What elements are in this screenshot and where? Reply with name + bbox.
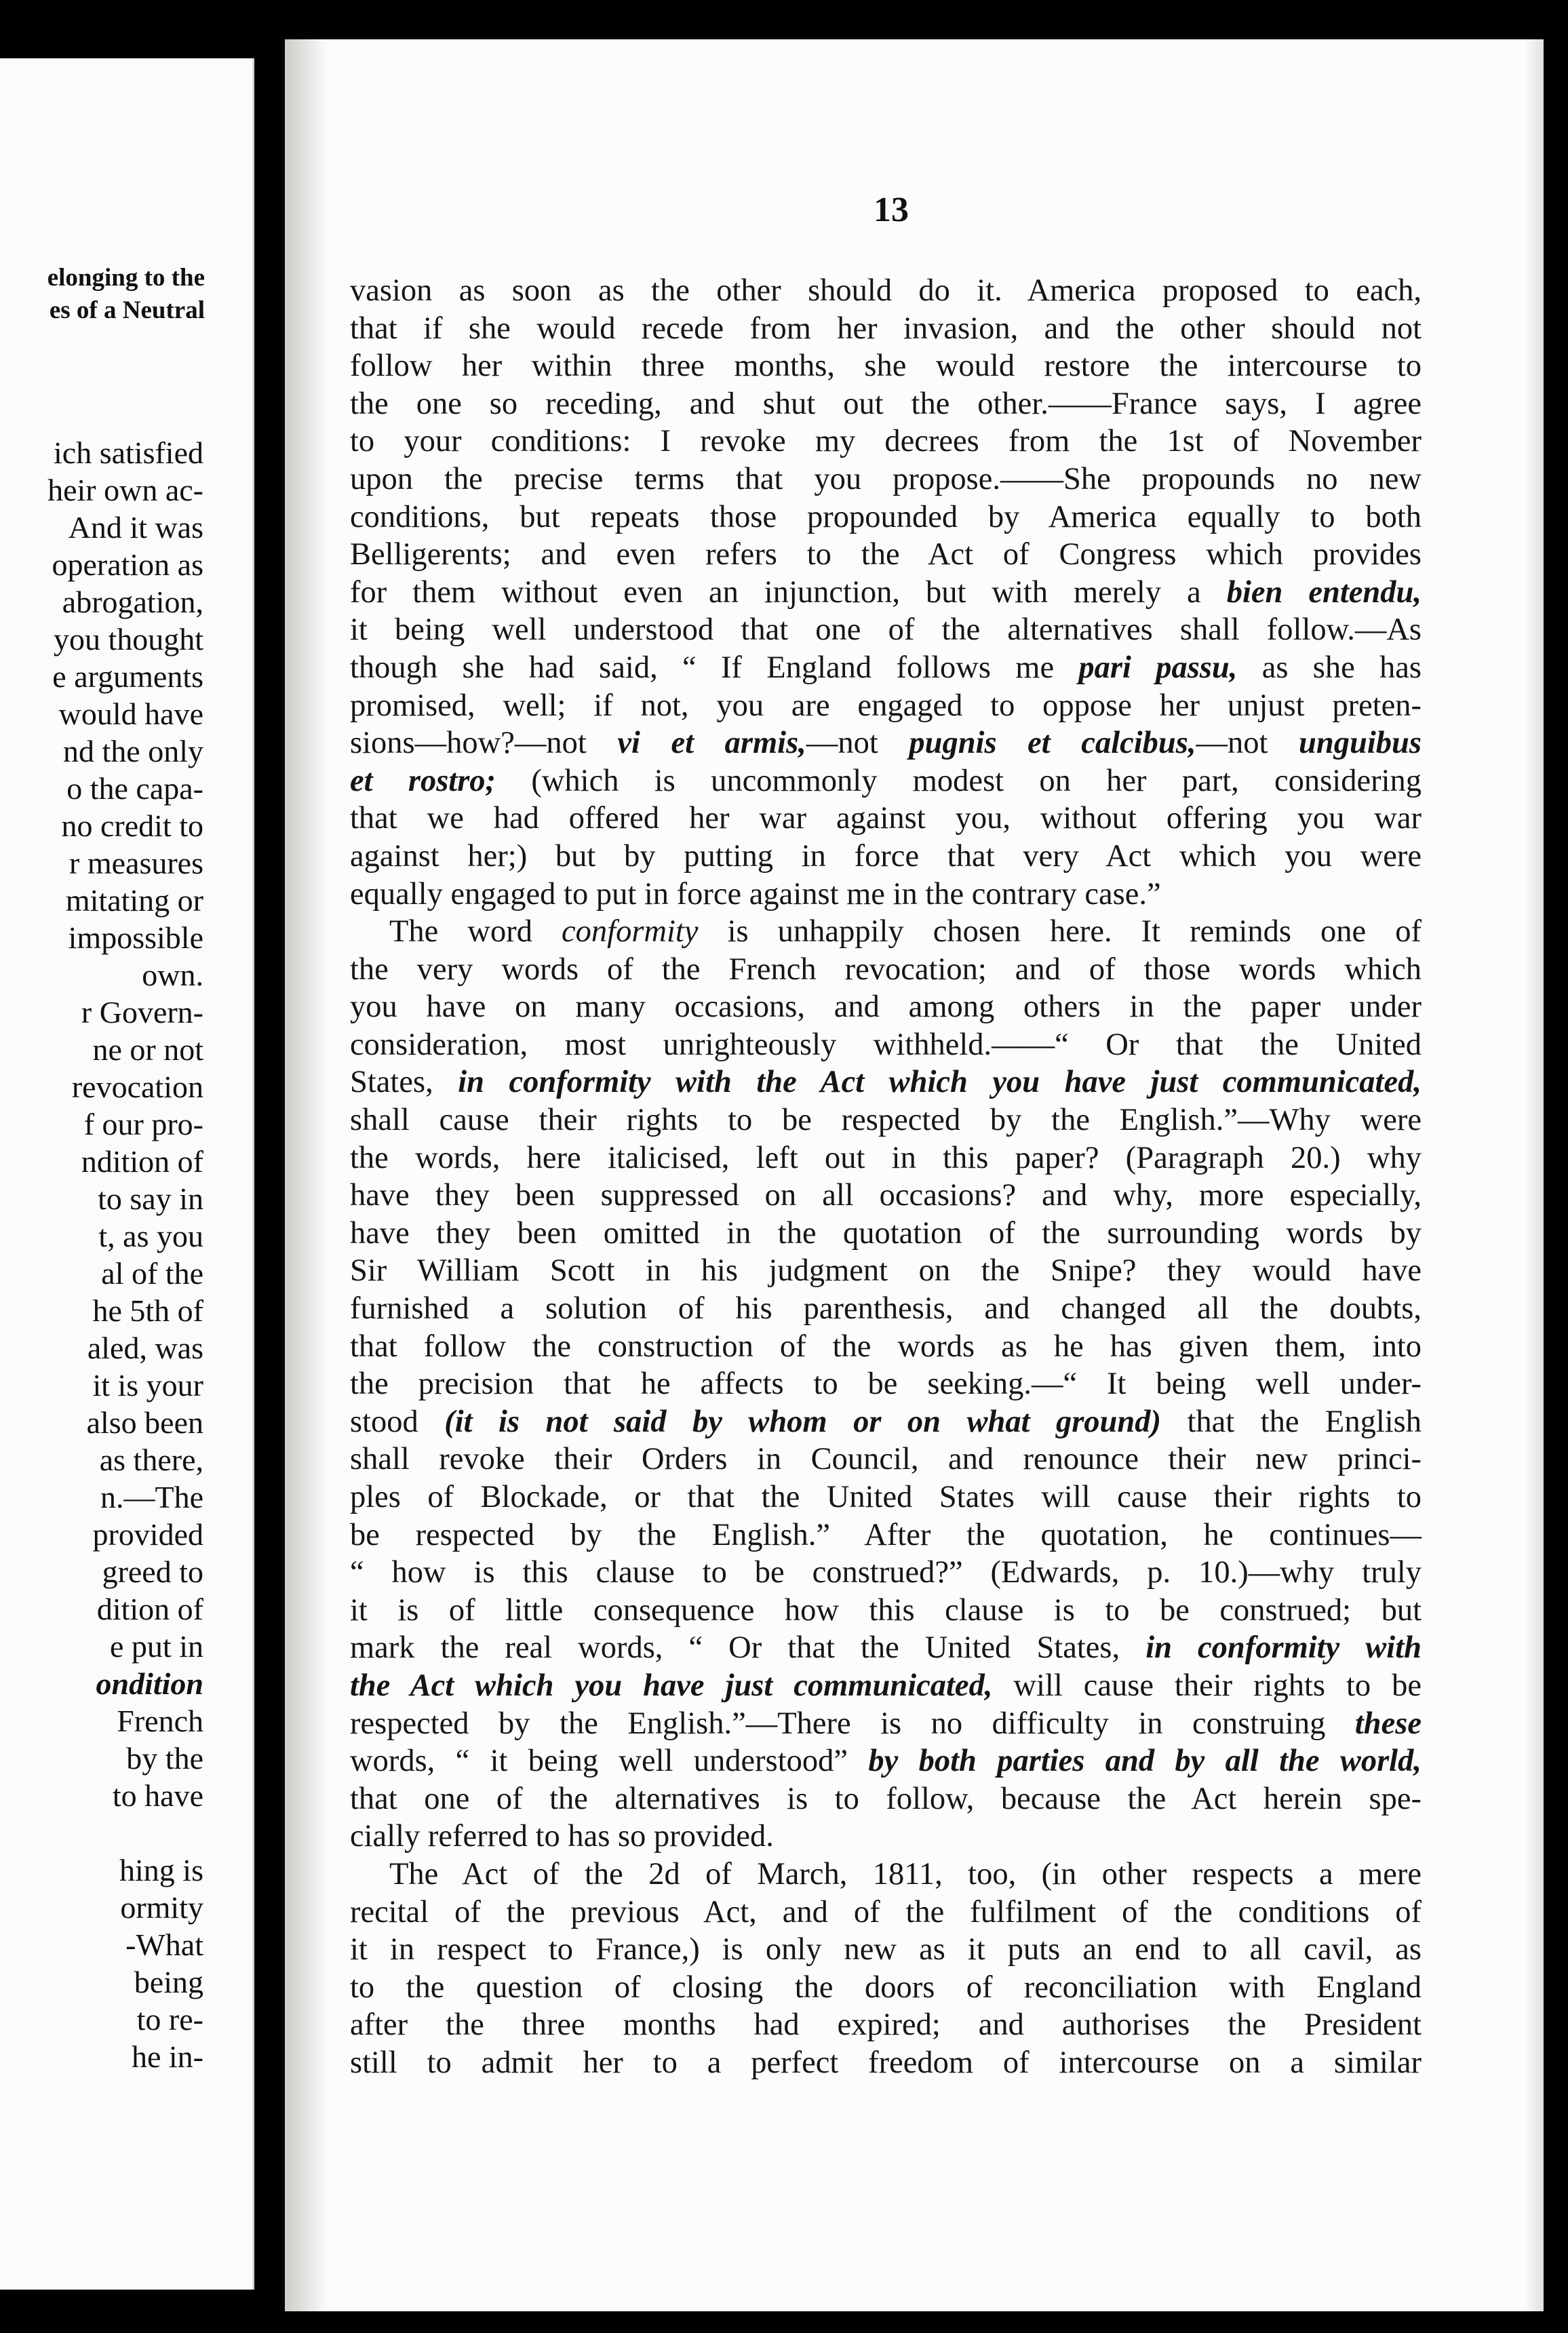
text-run: as she has [1237, 650, 1422, 685]
text-line: consideration, most unrighteously withheld.——“ Or that the United [350, 1027, 1422, 1062]
text-line [350, 1667, 1422, 1705]
text-line: the words, here italicised, left out in this paper? (Paragraph 20.) why [350, 1140, 1422, 1175]
text-line [350, 1629, 1422, 1667]
text-run: States, [350, 1065, 458, 1100]
emphasis-run: in conformity with the Act which you have just communicated, [458, 1065, 1422, 1100]
left-page-line: revocation [71, 1070, 203, 1104]
text-run: stood [350, 1404, 445, 1439]
text-line [350, 913, 1422, 951]
left-page-line: o the capa- [66, 771, 203, 806]
page-edge-shadow [1525, 39, 1544, 2311]
text-run: that the English [1161, 1404, 1422, 1439]
left-page-line: dition of [96, 1592, 203, 1626]
text-line: Belligerents; and even refers to the Act of Congress which provides [350, 537, 1422, 572]
left-page-line: by the [126, 1741, 203, 1776]
text-line: the one so receding, and shut out the other.——France says, I agree [350, 386, 1422, 421]
emphasis-run: pugnis et calcibus, [909, 726, 1196, 761]
left-page-line: aled, was [87, 1331, 203, 1365]
text-line: that one of the alternatives is to follow, because the Act herein spe- [350, 1781, 1422, 1816]
text-run: will cause their rights to be [992, 1668, 1422, 1703]
text-line [350, 1063, 1422, 1101]
left-page-line: as there, [99, 1443, 203, 1477]
left-page-line: e arguments [52, 659, 203, 694]
text-run: though she had said, “ If England follows me [350, 650, 1079, 685]
text-line [350, 574, 1422, 612]
text-line: after the three months had expired; and authorises the President [350, 2007, 1422, 2043]
text-line [350, 649, 1422, 687]
left-page-line: f our pro- [83, 1107, 203, 1141]
text-line: equally engaged to put in force against me in the contrary case.” [350, 876, 1161, 911]
left-page-line: greed to [102, 1554, 203, 1589]
left-page-line: nd the only [63, 734, 203, 768]
text-line: vasion as soon as the other should do it. America proposed to each, [350, 273, 1422, 308]
left-page-line: t, as you [98, 1219, 203, 1253]
text-run: The word [389, 914, 562, 949]
left-page-line: mitating or [65, 883, 203, 918]
emphasis-run: in conformity with [1145, 1630, 1422, 1666]
gutter-shadow [288, 39, 328, 2311]
left-page-line: e put in [110, 1629, 203, 1664]
text-line: recital of the previous Act, and of the fulfilment of the conditions of [350, 1894, 1422, 1929]
text-line: conditions, but repeats those propounded by America equally to both [350, 499, 1422, 534]
text-run: for them without even an injunction, but with merely a [350, 574, 1227, 610]
text-line [350, 1705, 1422, 1743]
text-run: —not [806, 726, 909, 761]
left-page-line: French [117, 1704, 203, 1738]
left-page-header [0, 262, 252, 327]
left-page-line: you thought [53, 622, 203, 656]
text-line [350, 1403, 1422, 1441]
text-line: furnished a solution of his parenthesis, and changed all the doubts, [350, 1291, 1422, 1327]
text-line: the precision that he affects to be seeking.—“ It being well under- [350, 1367, 1422, 1402]
left-page-line: r Govern- [81, 995, 203, 1030]
left-page-gap [0, 1814, 203, 1851]
main-page [285, 39, 1544, 2311]
left-page-line: ondition [96, 1666, 203, 1701]
emphasis-run: the Act which you have just communicated, [350, 1668, 993, 1703]
text-line: it in respect to France,) is only new as it puts an end to all cavil, as [350, 1932, 1422, 1967]
text-line: the very words of the French revocation; and of those words which [350, 952, 1422, 987]
text-line: it being well understood that one of the alternatives shall follow.—As [350, 612, 1422, 648]
left-page-line: heir own ac- [47, 473, 203, 507]
text-run: —not [1196, 726, 1299, 761]
left-page-line: to re- [136, 2002, 203, 2037]
emphasis-run: these [1354, 1706, 1422, 1741]
emphasis-run: (it is not said by whom or on what ground) [444, 1404, 1162, 1439]
text-run: words, “ it being well understood” [350, 1744, 869, 1779]
left-page-line: to have [112, 1778, 203, 1813]
left-page-line: And it was [68, 510, 203, 545]
text-line [350, 762, 1422, 800]
body-text [350, 272, 1422, 2082]
text-line: “ how is this clause to be construed?” (Edwards, p. 10.)—why truly [350, 1555, 1422, 1590]
text-line: cially referred to has so provided. [350, 1819, 774, 1854]
text-line: follow her within three months, she would restore the intercourse to [350, 349, 1422, 384]
text-line: it is of little consequence how this clause is to be construed; but [350, 1592, 1422, 1628]
left-page-line: al of the [101, 1256, 203, 1291]
emphasis-run: vi et armis, [617, 726, 806, 761]
text-run: (which is uncommonly modest on her part, considering [496, 763, 1422, 798]
text-line: that if she would recede from her invasion, and the other should not [350, 311, 1422, 346]
text-line [350, 1742, 1422, 1780]
left-page-line: also been [86, 1405, 203, 1440]
left-header-line: es of a Neutral [49, 296, 205, 324]
text-run: is unhappily chosen here. It reminds one of [698, 914, 1422, 949]
text-line: Sir William Scott in his judgment on the Snipe? they would have [350, 1253, 1422, 1289]
left-facing-page [0, 58, 254, 2290]
text-line: shall cause their rights to be respected by the English.”—Why were [350, 1103, 1422, 1138]
left-page-line: hing is [119, 1853, 203, 1887]
emphasis-run: pari passu, [1078, 650, 1238, 685]
text-line: that follow the construction of the words as he has given them, into [350, 1329, 1422, 1364]
left-page-line: -What [125, 1927, 203, 1962]
left-page-line: ormity [120, 1890, 203, 1925]
left-header-line: elonging to the [47, 264, 205, 292]
emphasis-run: bien entendu, [1226, 574, 1422, 610]
left-page-line: n.—The [100, 1480, 203, 1514]
left-page-line: no credit to [61, 808, 203, 843]
left-page-line: he 5th of [92, 1293, 203, 1328]
text-line: shall revoke their Orders in Council, and renounce their new princi- [350, 1442, 1422, 1477]
text-line: have they been omitted in the quotation of the surrounding words by [350, 1215, 1422, 1251]
left-page-text [0, 434, 203, 2075]
text-line: against her;) but by putting in force that very Act which you were [350, 838, 1422, 874]
text-line: upon the precise terms that you propose.——She propounds no new [350, 461, 1422, 496]
text-run: respected by the English.”—There is no difficulty in construing [350, 1706, 1355, 1741]
left-page-line: provided [92, 1517, 203, 1552]
text-line: to your conditions: I revoke my decrees from the 1st of November [350, 424, 1422, 459]
left-page-line: operation as [52, 547, 203, 582]
text-line: ples of Blockade, or that the United States will cause their rights to [350, 1480, 1422, 1514]
left-page-line: to say in [98, 1181, 203, 1216]
text-line: still to admit her to a perfect freedom of intercourse on a similar [350, 2045, 1422, 2080]
text-line: promised, well; if not, you are engaged to oppose her unjust preten- [350, 688, 1422, 723]
italic-run: conformity [562, 914, 699, 949]
left-page-line: r measures [69, 846, 203, 880]
text-line: have they been suppressed on all occasions? and why, more especially, [350, 1178, 1422, 1213]
text-line: The Act of the 2d of March, 1811, too, (in other respects a mere [389, 1856, 1422, 1891]
text-line: be respected by the English.” After the quotation, he continues— [350, 1517, 1422, 1552]
emphasis-run: et rostro; [350, 763, 496, 798]
emphasis-run: unguibus [1299, 726, 1422, 761]
left-page-line: abrogation, [62, 585, 203, 619]
left-page-line: would have [58, 697, 203, 731]
page-number: 13 [874, 191, 909, 229]
left-page-line: own. [142, 958, 203, 992]
left-page-line: it is your [92, 1368, 203, 1403]
left-page-line: ndition of [81, 1144, 203, 1179]
emphasis-run: by both parties and by all the world, [868, 1744, 1422, 1779]
left-page-line: impossible [68, 920, 203, 955]
left-page-line: ich satisfied [54, 435, 203, 470]
text-line: to the question of closing the doors of reconciliation with England [350, 1969, 1422, 2005]
left-page-line: he in- [131, 2039, 203, 2074]
left-page-line: ne or not [92, 1032, 203, 1067]
left-page-line: being [134, 1965, 203, 1999]
text-run: mark the real words, “ Or that the United States, [350, 1630, 1146, 1666]
text-run: sions—how?—not [350, 726, 618, 761]
text-line: you have on many occasions, and among others in the paper under [350, 989, 1422, 1025]
text-line: that we had offered her war against you, without offering you war [350, 801, 1422, 836]
text-line [350, 724, 1422, 762]
